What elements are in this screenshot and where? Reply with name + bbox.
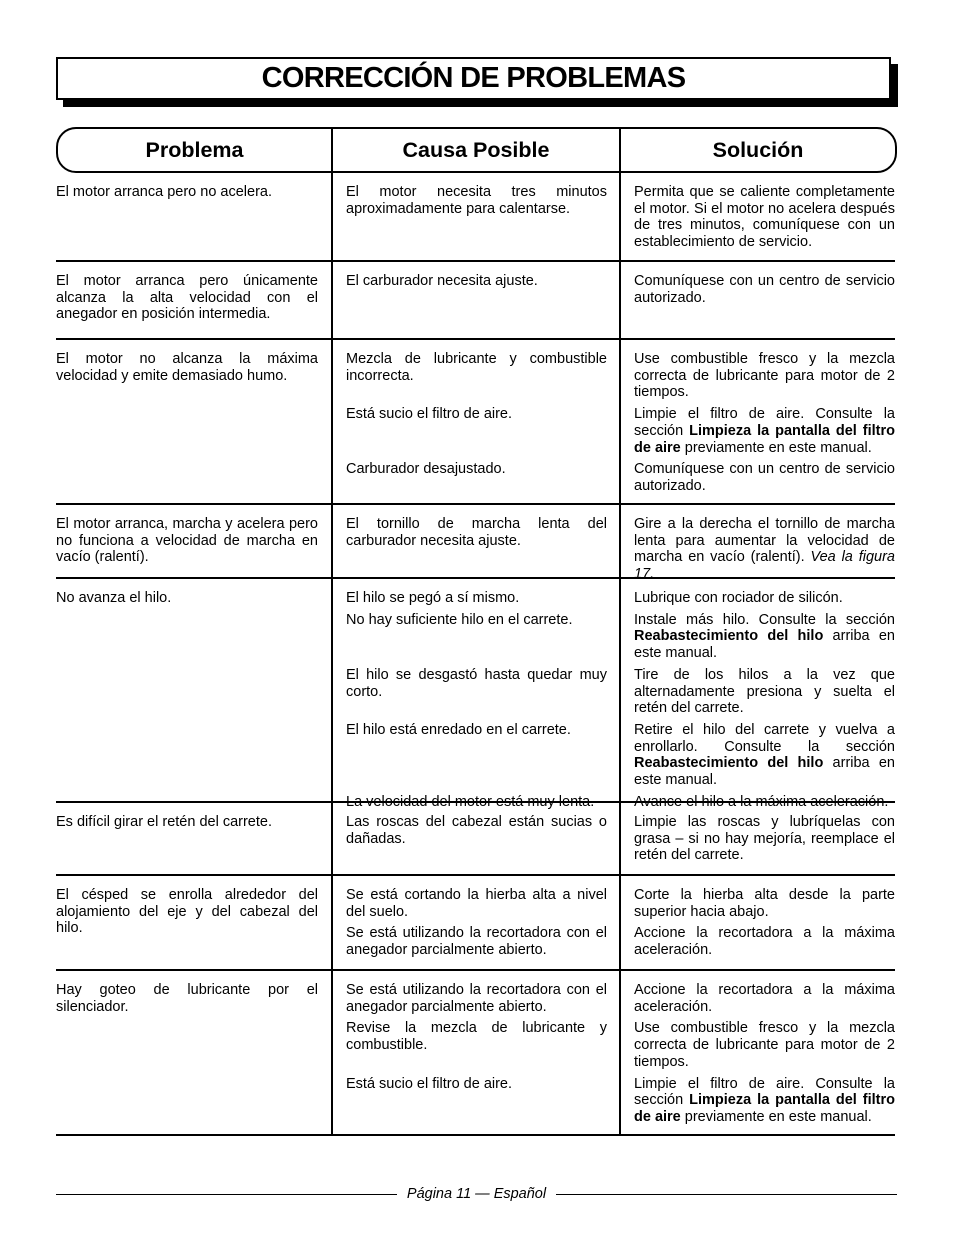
troubleshooting-table: [56, 173, 895, 1136]
table-row: [56, 971, 895, 1136]
footer-page-label: Página 11 — Español: [406, 1186, 547, 1202]
cause-text: Está sucio el filtro de aire.: [346, 406, 513, 423]
cause-text: No hay suficiente hilo en el carrete.: [346, 611, 573, 628]
cause-text: El hilo se desgastó hasta quedar muy corto.: [346, 666, 607, 700]
cause-solution-group: [333, 579, 895, 810]
solution-segment: arriba en este manual.: [634, 628, 895, 662]
problem-text: No avanza el hilo.: [56, 590, 172, 606]
cause-solution-pair: [333, 516, 895, 583]
cause-cell: [333, 887, 619, 920]
cause-solution-group: [333, 505, 895, 583]
problem-cell: [56, 505, 331, 577]
solution-text: [634, 1020, 895, 1070]
problem-text: El motor arranca pero únicamente alcanza la alta velocidad con el anegador en posición intermedia.: [56, 273, 318, 323]
cause-solution-group: [333, 173, 895, 260]
solution-cell: [621, 461, 895, 494]
cause-cell: [333, 1020, 619, 1070]
cause-text: El tornillo de marcha lenta del carburador necesita ajuste.: [346, 516, 607, 549]
cause-text: Carburador desajustado.: [346, 461, 506, 478]
problem-text: Hay goteo de lubricante por el silenciador.: [56, 982, 318, 1015]
cause-solution-pair: [333, 814, 895, 864]
cause-cell: [333, 590, 619, 607]
cause-solution-pair: [333, 590, 895, 607]
table-row: [56, 876, 895, 971]
cause-solution-pair: [333, 925, 895, 958]
solution-segment: Accione la recortadora a la máxima aceleración.: [634, 982, 895, 1015]
solution-segment: Permita que se caliente completamente el motor. Si el motor no acelera después de tres minutos, comuníquese con un establecimiento de servicio.: [634, 184, 895, 251]
cause-solution-pair: [333, 461, 895, 494]
cause-solution-pair: [333, 1020, 895, 1070]
section-reference: Reabastecimiento del hilo: [634, 628, 824, 645]
problem-cell: [56, 971, 331, 1134]
solution-text: [634, 351, 895, 401]
problem-cell: [56, 803, 331, 874]
cause-cell: [333, 925, 619, 958]
cause-cell: [333, 273, 619, 306]
problem-cell: [56, 262, 331, 338]
cause-solution-group: [333, 262, 895, 338]
solution-segment: Corte la hierba alta desde la parte superior hacia abajo.: [634, 887, 895, 920]
solution-segment: arriba en este manual.: [634, 755, 895, 789]
solution-cell: [621, 722, 895, 789]
cause-solution-pair: [333, 982, 895, 1015]
cause-solution-pair: [333, 351, 895, 401]
cause-solution-pair: [333, 1076, 895, 1126]
cause-solution-pair: [333, 667, 895, 717]
solution-cell: [621, 887, 895, 920]
solution-cell: [621, 667, 895, 717]
solution-text: [634, 982, 895, 1015]
cause-solution-pair: [333, 612, 895, 662]
table-row: [56, 262, 895, 340]
title-box: [56, 57, 891, 100]
cause-cell: [333, 814, 619, 864]
solution-segment: Instale más hilo. Consulte la sección: [634, 611, 895, 628]
cause-solution-pair: [333, 887, 895, 920]
problem-text: El motor no alcanza la máxima velocidad y emite demasiado humo.: [56, 351, 318, 384]
solution-text: [634, 925, 895, 958]
solution-text: [634, 406, 895, 456]
problem-text: El motor arranca, marcha y acelera pero no funciona a velocidad de marcha en vacío (ralentí).: [56, 516, 318, 566]
header-problema: Problema: [145, 137, 244, 162]
cause-cell: [333, 184, 619, 251]
cause-solution-pair: [333, 273, 895, 306]
cause-solution-group: [333, 803, 895, 874]
cause-text: El carburador necesita ajuste.: [346, 273, 538, 289]
solution-cell: [621, 612, 895, 662]
solution-segment: Tire de los hilos a la vez que alternadamente presiona y suelta el retén del carrete.: [634, 666, 895, 717]
cause-text: Mezcla de lubricante y combustible incorrecta.: [346, 351, 607, 384]
cause-solution-pair: [333, 722, 895, 789]
solution-text: [634, 273, 895, 306]
table-row: [56, 803, 895, 876]
problem-text: Es difícil girar el retén del carrete.: [56, 814, 272, 830]
solution-text: [634, 814, 895, 864]
cause-text: Las roscas del cabezal están sucias o dañadas.: [346, 814, 607, 847]
cause-solution-pair: [333, 406, 895, 456]
footer-rule: [56, 1194, 397, 1195]
solution-segment: Use combustible fresco y la mezcla correcta de lubricante para motor de 2 tiempos.: [634, 351, 895, 401]
solution-cell: [621, 814, 895, 864]
solution-text: [634, 461, 895, 494]
problem-cell: [56, 340, 331, 503]
table-row: [56, 340, 895, 505]
table-row: [56, 579, 895, 810]
table-row: [56, 173, 895, 262]
solution-segment: previamente en este manual.: [680, 1108, 872, 1125]
solution-cell: [621, 590, 895, 607]
solution-segment: Comuníquese con un centro de servicio autorizado.: [634, 461, 895, 494]
solution-text: [634, 612, 895, 662]
solution-cell: [621, 351, 895, 401]
solution-cell: [621, 925, 895, 958]
cause-cell: [333, 667, 619, 717]
figure-reference: Vea la figura 17.: [634, 549, 895, 583]
cause-text: La velocidad del motor está muy lenta.: [346, 793, 595, 810]
cause-text: El hilo se pegó a sí mismo.: [346, 590, 520, 606]
cause-cell: [333, 722, 619, 789]
solution-segment: Lubrique con rociador de silicón.: [634, 590, 843, 606]
solution-segment: Limpie las roscas y lubríquelas con grasa – si no hay mejoría, reemplace el retén del carrete.: [634, 814, 895, 864]
problem-cell: [56, 579, 331, 801]
solution-segment: Limpie el filtro de aire. Consulte la sección: [634, 1075, 895, 1109]
solution-cell: [621, 982, 895, 1015]
solution-segment: previamente en este manual.: [680, 439, 872, 456]
solution-text: [634, 1076, 895, 1126]
problem-cell: [56, 876, 331, 969]
cause-solution-pair: [333, 184, 895, 251]
problem-text: El motor arranca pero no acelera.: [56, 184, 272, 200]
cause-cell: [333, 982, 619, 1015]
table-row: [56, 505, 895, 583]
solution-segment: Avance el hilo a la máxima aceleración.: [634, 793, 889, 810]
cause-solution-group: [333, 340, 895, 503]
column-divider: [331, 127, 333, 1136]
solution-text: [634, 516, 895, 583]
section-reference: Limpieza la pantalla del filtro de aire: [634, 422, 895, 456]
table-header: [56, 127, 897, 173]
cause-cell: [333, 1076, 619, 1126]
cause-solution-group: [333, 971, 895, 1134]
solution-text: [634, 722, 895, 789]
cause-text: Está sucio el filtro de aire.: [346, 1075, 513, 1092]
solution-segment: Accione la recortadora a la máxima aceleración.: [634, 925, 895, 959]
cause-text: El hilo está enredado en el carrete.: [346, 721, 571, 738]
cause-text: Se está cortando la hierba alta a nivel del suelo.: [346, 887, 607, 920]
page-title: CORRECCIÓN DE PROBLEMAS: [261, 62, 686, 94]
footer-rule: [556, 1194, 897, 1195]
problem-text: El césped se enrolla alrededor del alojamiento del eje y del cabezal del hilo.: [56, 887, 318, 937]
cause-text: Se está utilizando la recortadora con el anegador parcialmente abierto.: [346, 982, 607, 1015]
solution-text: [634, 887, 895, 920]
cause-text: Revise la mezcla de lubricante y combustible.: [346, 1020, 607, 1054]
solution-segment: Retire el hilo del carrete y vuelva a enrollarlo. Consulte la sección: [634, 721, 895, 755]
header-solucion: Solución: [712, 137, 804, 162]
solution-cell: [621, 273, 895, 306]
solution-cell: [621, 1020, 895, 1070]
solution-segment: Use combustible fresco y la mezcla correcta de lubricante para motor de 2 tiempos.: [634, 1020, 895, 1070]
column-divider: [619, 127, 621, 1136]
cause-text: El motor necesita tres minutos aproximadamente para calentarse.: [346, 184, 607, 217]
solution-segment: Comuníquese con un centro de servicio autorizado.: [634, 273, 895, 306]
solution-segment: Limpie el filtro de aire. Consulte la sección: [634, 406, 895, 439]
solution-cell: [621, 1076, 895, 1126]
section-reference: Reabastecimiento del hilo: [634, 755, 824, 772]
solution-cell: [621, 184, 895, 251]
solution-text: [634, 184, 895, 251]
solution-cell: [621, 516, 895, 583]
solution-cell: [621, 406, 895, 456]
cause-cell: [333, 406, 619, 456]
solution-text: [634, 590, 895, 607]
header-causa-posible: Causa Posible: [402, 137, 550, 162]
cause-cell: [333, 516, 619, 583]
solution-segment: Gire a la derecha el tornillo de marcha lenta para aumentar la velocidad de marcha en vacío (ralentí).: [634, 516, 895, 566]
solution-text: [634, 667, 895, 717]
problem-cell: [56, 173, 331, 260]
cause-text: Se está utilizando la recortadora con el anegador parcialmente abierto.: [346, 925, 607, 959]
cause-cell: [333, 351, 619, 401]
cause-cell: [333, 461, 619, 494]
section-reference: Limpieza la pantalla del filtro de aire: [634, 1092, 895, 1125]
cause-solution-group: [333, 876, 895, 969]
page-footer: [56, 1185, 897, 1203]
cause-cell: [333, 612, 619, 662]
